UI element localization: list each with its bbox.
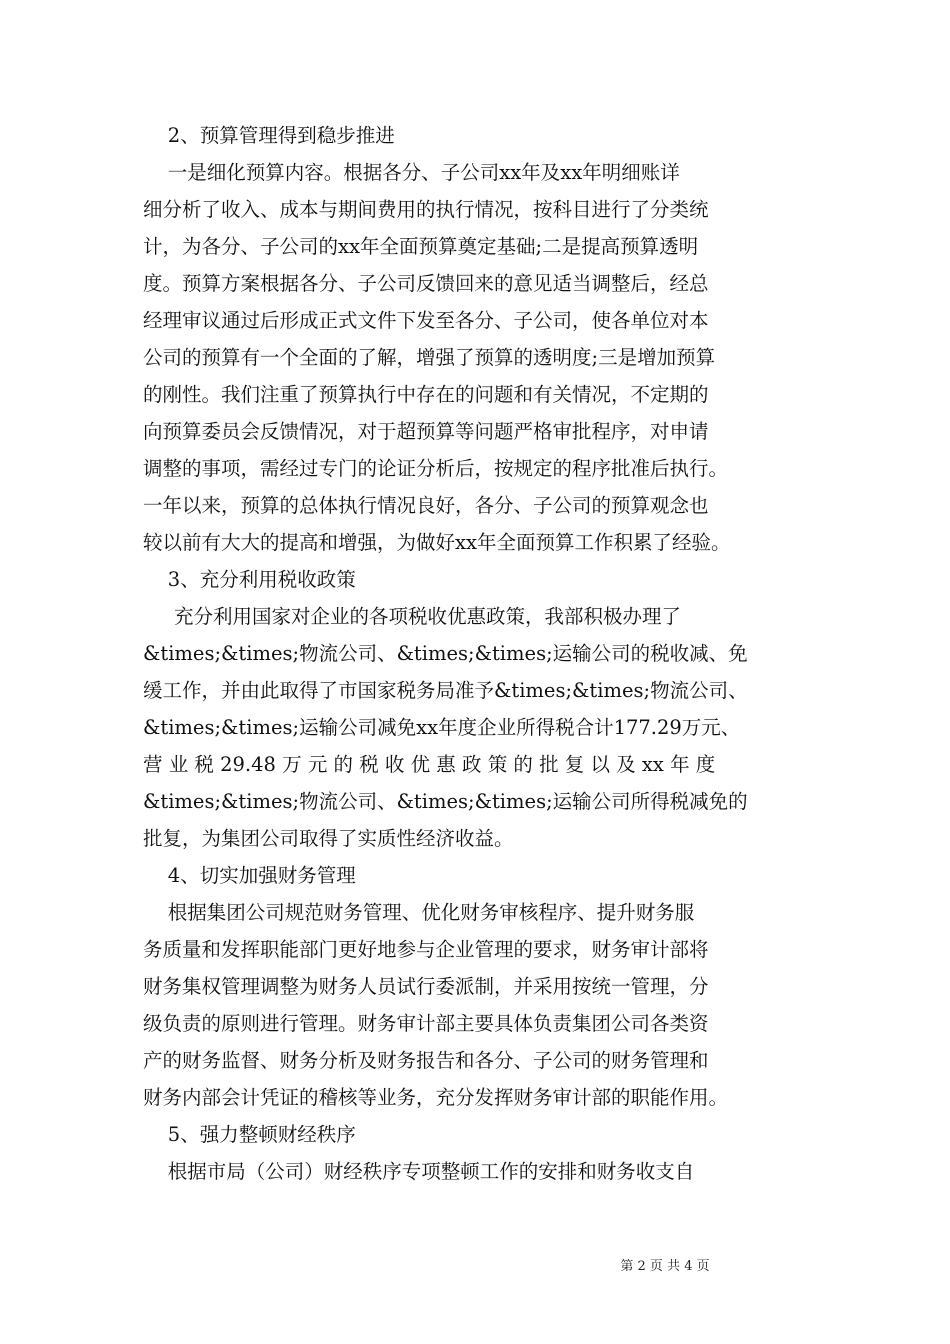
page-footer [0, 1255, 950, 1274]
section-heading: 4、切实加强财务管理 [143, 864, 356, 887]
paragraph-line: 的刚性。我们注重了预算执行中存在的问题和有关情况，不定期的 [143, 383, 709, 406]
page-number-label: 第 2 页 共 4 页 [620, 1259, 710, 1274]
section-heading: 5、强力整顿财经秩序 [143, 1123, 356, 1146]
paragraph-line: 产的财务监督、财务分析及财务报告和各分、子公司的财务管理和 [143, 1049, 709, 1072]
paragraph-line: 公司的预算有一个全面的了解，增强了预算的透明度;三是增加预算 [143, 346, 716, 369]
paragraph-line: 级负责的原则进行管理。财务审计部主要具体负责集团公司各类资 [143, 1012, 709, 1035]
paragraph-line: 一年以来，预算的总体执行情况良好，各分、子公司的预算观念也 [143, 494, 709, 517]
paragraph-line: &times;&times;物流公司、&times;&times;运输公司的税收减、免 [143, 642, 748, 665]
paragraph-line: 较以前有大大的提高和增强，为做好xx年全面预算工作积累了经验。 [143, 531, 731, 554]
paragraph-line: 一是细化预算内容。根据各分、子公司xx年及xx年明细账详 [143, 161, 680, 184]
paragraph-line: 务质量和发挥职能部门更好地参与企业管理的要求，财务审计部将 [143, 938, 709, 961]
paragraph-line: 计，为各分、子公司的xx年全面预算奠定基础;二是提高预算透明 [143, 235, 699, 258]
paragraph-line: 营 业 税 29.48 万 元 的 税 收 优 惠 政 策 的 批 复 以 及 xx 年 度 [143, 753, 716, 776]
paragraph-line: 经理审议通过后形成正式文件下发至各分、子公司，使各单位对本 [143, 309, 709, 332]
section-heading: 3、充分利用税收政策 [143, 568, 356, 591]
paragraph-line: 根据集团公司规范财务管理、优化财务审核程序、提升财务服 [143, 901, 695, 924]
paragraph-line: &times;&times;运输公司减免xx年度企业所得税合计177.29万元、 [143, 716, 741, 739]
section-heading: 2、预算管理得到稳步推进 [143, 124, 395, 147]
paragraph-line: 向预算委员会反馈情况，对于超预算等问题严格审批程序，对申请 [143, 420, 709, 443]
paragraph-line: 度。预算方案根据各分、子公司反馈回来的意见适当调整后，经总 [143, 272, 709, 295]
paragraph-line: 财务集权管理调整为财务人员试行委派制，并采用按统一管理，分 [143, 975, 709, 998]
paragraph-line: &times;&times;物流公司、&times;&times;运输公司所得税减免的 [143, 790, 748, 813]
document-body [143, 117, 823, 1190]
paragraph-line: 调整的事项，需经过专门的论证分析后，按规定的程序批准后执行。 [143, 457, 729, 480]
paragraph-line: 缓工作，并由此取得了市国家税务局准予&times;&times;物流公司、 [143, 679, 748, 702]
paragraph-line: 财务内部会计凭证的稽核等业务，充分发挥财务审计部的职能作用。 [143, 1086, 729, 1109]
paragraph-line: 根据市局（公司）财经秩序专项整顿工作的安排和财务收支自 [143, 1160, 695, 1183]
paragraph-line: 细分析了收入、成本与期间费用的执行情况，按科目进行了分类统 [143, 198, 709, 221]
paragraph-line: 充分利用国家对企业的各项税收优惠政策，我部积极办理了 [143, 605, 681, 628]
paragraph-line: 批复，为集团公司取得了实质性经济收益。 [143, 827, 514, 850]
